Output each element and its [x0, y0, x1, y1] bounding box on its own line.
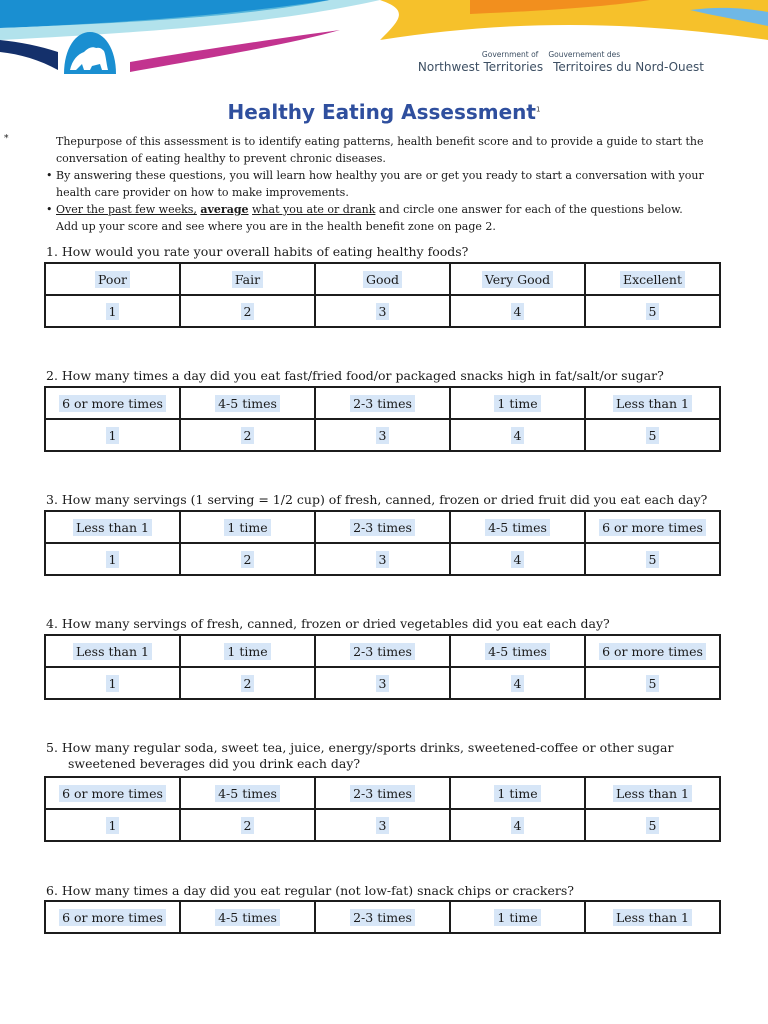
- score-cell[interactable]: [450, 543, 585, 575]
- question-1-text: 1. How would you rate your overall habits of eating healthy foods?: [46, 244, 469, 259]
- option-cell[interactable]: [450, 635, 585, 667]
- score-cell[interactable]: [315, 667, 450, 699]
- question-5-table: [44, 776, 721, 842]
- option-label: 4-5 times: [485, 643, 550, 660]
- option-label: 4-5 times: [485, 519, 550, 536]
- option-label: Less than 1: [613, 785, 692, 802]
- score-value: 3: [376, 675, 390, 692]
- option-label: 1 time: [494, 785, 540, 802]
- page-title: [0, 100, 768, 124]
- score-row: [45, 809, 720, 841]
- purple-swoosh: [130, 30, 340, 72]
- score-row: [45, 667, 720, 699]
- option-label: Good: [363, 271, 402, 288]
- question-2-table: [44, 386, 721, 452]
- score-value: 1: [106, 303, 120, 320]
- option-row: [45, 635, 720, 667]
- score-value: 5: [646, 675, 660, 692]
- question-6-text: 6. How many times a day did you eat regular (not low-fat) snack chips or crackers?: [46, 883, 574, 898]
- option-cell[interactable]: [315, 511, 450, 543]
- option-cell[interactable]: [585, 635, 720, 667]
- question-4-text: 4. How many servings of fresh, canned, frozen or dried vegetables did you eat each day?: [46, 616, 610, 631]
- option-row: [45, 263, 720, 295]
- bullet2-underline-3: what you ate or drank: [252, 203, 376, 216]
- option-label: 2-3 times: [350, 395, 415, 412]
- score-cell[interactable]: [315, 543, 450, 575]
- option-cell[interactable]: [180, 777, 315, 809]
- score-cell[interactable]: [585, 543, 720, 575]
- score-value: 3: [376, 303, 390, 320]
- option-cell[interactable]: [585, 777, 720, 809]
- option-cell[interactable]: [450, 901, 585, 933]
- question-4-table: [44, 634, 721, 700]
- score-cell[interactable]: [45, 295, 180, 327]
- option-cell[interactable]: [45, 777, 180, 809]
- score-value: 4: [511, 551, 525, 568]
- option-cell[interactable]: [450, 263, 585, 295]
- option-label: Less than 1: [613, 909, 692, 926]
- option-label: 4-5 times: [215, 909, 280, 926]
- option-label: 4-5 times: [215, 785, 280, 802]
- score-cell[interactable]: [450, 419, 585, 451]
- option-label: 4-5 times: [215, 395, 280, 412]
- question-3: [46, 492, 726, 508]
- polar-bear-logo: [62, 30, 118, 76]
- score-cell[interactable]: [315, 809, 450, 841]
- intro-bullet-1: [46, 167, 706, 201]
- score-cell[interactable]: [585, 667, 720, 699]
- option-cell[interactable]: [315, 777, 450, 809]
- option-label: Less than 1: [613, 395, 692, 412]
- government-wordmark: [418, 50, 704, 74]
- option-cell[interactable]: [315, 263, 450, 295]
- score-row: [45, 543, 720, 575]
- option-row: [45, 511, 720, 543]
- score-value: 4: [511, 303, 525, 320]
- score-cell[interactable]: [450, 295, 585, 327]
- score-cell[interactable]: [180, 809, 315, 841]
- option-label: 6 or more times: [59, 785, 166, 802]
- option-cell[interactable]: [180, 901, 315, 933]
- score-value: 2: [241, 675, 255, 692]
- option-label: Excellent: [620, 271, 685, 288]
- score-value: 2: [241, 551, 255, 568]
- bullet2-rest: and circle one answer for each of the questions below. Add up your score and see where you are in the health benefit zone on page 2.: [56, 203, 683, 233]
- option-label: 1 time: [494, 909, 540, 926]
- score-value: 3: [376, 551, 390, 568]
- option-cell[interactable]: [585, 511, 720, 543]
- score-value: 4: [511, 817, 525, 834]
- score-cell[interactable]: [585, 419, 720, 451]
- question-5-text: 5. How many regular soda, sweet tea, juice, energy/sports drinks, sweetened-coffee or other sugar: [46, 740, 674, 755]
- option-cell[interactable]: [45, 387, 180, 419]
- score-cell[interactable]: [180, 295, 315, 327]
- gov-en-small: Government of: [481, 50, 539, 59]
- score-value: 1: [106, 675, 120, 692]
- question-3-text: 3. How many servings (1 serving = 1/2 cup) of fresh, canned, frozen or dried fruit did you eat each day?: [46, 492, 708, 507]
- score-value: 4: [511, 675, 525, 692]
- option-label: Fair: [232, 271, 263, 288]
- score-value: 2: [241, 817, 255, 834]
- option-label: 1 time: [224, 643, 270, 660]
- option-label: 1 time: [494, 395, 540, 412]
- score-cell[interactable]: [180, 543, 315, 575]
- option-label: 6 or more times: [59, 395, 166, 412]
- option-cell[interactable]: [585, 901, 720, 933]
- option-row: [45, 387, 720, 419]
- question-3-table: [44, 510, 721, 576]
- question-6: [46, 883, 726, 899]
- option-row: [45, 901, 720, 933]
- option-cell[interactable]: [450, 777, 585, 809]
- question-1-table: [44, 262, 721, 328]
- score-cell[interactable]: [585, 295, 720, 327]
- header-banner: [0, 0, 768, 90]
- score-cell[interactable]: [315, 295, 450, 327]
- option-cell[interactable]: [180, 387, 315, 419]
- option-label: 2-3 times: [350, 785, 415, 802]
- option-cell[interactable]: [315, 901, 450, 933]
- option-cell[interactable]: [315, 387, 450, 419]
- score-value: 1: [106, 551, 120, 568]
- intro-purpose: [4, 133, 706, 167]
- question-1: [46, 244, 726, 260]
- option-label: Poor: [95, 271, 130, 288]
- option-label: 2-3 times: [350, 519, 415, 536]
- navy-swoosh: [0, 40, 58, 70]
- question-6-table: [44, 900, 721, 934]
- score-cell[interactable]: [450, 667, 585, 699]
- option-cell[interactable]: [45, 635, 180, 667]
- intro-bullet-2: [46, 201, 706, 235]
- score-cell[interactable]: [180, 419, 315, 451]
- score-value: 1: [106, 817, 120, 834]
- option-cell[interactable]: [45, 263, 180, 295]
- option-cell[interactable]: [315, 635, 450, 667]
- asterisk-mark: *: [4, 134, 9, 144]
- score-cell[interactable]: [180, 667, 315, 699]
- title-footnote: 1: [535, 105, 541, 114]
- score-value: 5: [646, 427, 660, 444]
- score-value: 3: [376, 427, 390, 444]
- score-value: 5: [646, 551, 660, 568]
- bullet2-underline-1: Over the past few weeks,: [56, 203, 197, 216]
- option-label: 2-3 times: [350, 643, 415, 660]
- score-row: [45, 295, 720, 327]
- option-cell[interactable]: [450, 387, 585, 419]
- score-value: 2: [241, 427, 255, 444]
- score-value: 2: [241, 303, 255, 320]
- question-5-continuation: sweetened beverages did you drink each day?: [68, 756, 361, 771]
- score-value: 3: [376, 817, 390, 834]
- purpose-text: Thepurpose of this assessment is to identify eating patterns, health benefit score and to provide a guide to start the conversation of eating healthy to prevent chronic diseases.: [56, 135, 704, 165]
- option-label: Less than 1: [73, 643, 152, 660]
- option-label: 6 or more times: [599, 519, 706, 536]
- option-label: 6 or more times: [59, 909, 166, 926]
- score-cell[interactable]: [45, 809, 180, 841]
- score-cell[interactable]: [450, 809, 585, 841]
- score-cell[interactable]: [45, 667, 180, 699]
- question-2-text: 2. How many times a day did you eat fast/fried food/or packaged snacks high in fat/salt/or sugar?: [46, 368, 664, 383]
- score-value: 5: [646, 817, 660, 834]
- question-2: [46, 368, 726, 384]
- option-label: 6 or more times: [599, 643, 706, 660]
- bullet2-underline-2: average: [200, 203, 249, 216]
- option-cell[interactable]: [45, 901, 180, 933]
- option-label: 2-3 times: [350, 909, 415, 926]
- title-text: Healthy Eating Assessment: [227, 100, 536, 124]
- score-cell[interactable]: [45, 543, 180, 575]
- score-value: 4: [511, 427, 525, 444]
- option-cell[interactable]: [45, 511, 180, 543]
- gov-fr-small: Gouvernement des: [548, 50, 621, 59]
- option-label: Very Good: [482, 271, 553, 288]
- option-cell[interactable]: [180, 635, 315, 667]
- score-cell[interactable]: [315, 419, 450, 451]
- option-row: [45, 777, 720, 809]
- intro-section: [4, 133, 706, 235]
- option-cell[interactable]: [450, 511, 585, 543]
- option-cell[interactable]: [180, 263, 315, 295]
- score-value: 1: [106, 427, 120, 444]
- option-cell[interactable]: [585, 387, 720, 419]
- score-value: 5: [646, 303, 660, 320]
- option-label: Less than 1: [73, 519, 152, 536]
- bullet1-text: By answering these questions, you will learn how healthy you are or get you ready to start a conversation with your health care provider on how to make improvements.: [56, 169, 704, 199]
- gov-fr: Territoires du Nord-Ouest: [553, 60, 704, 74]
- score-row: [45, 419, 720, 451]
- score-cell[interactable]: [45, 419, 180, 451]
- option-label: 1 time: [224, 519, 270, 536]
- option-cell[interactable]: [180, 511, 315, 543]
- question-4: [46, 616, 726, 632]
- score-cell[interactable]: [585, 809, 720, 841]
- option-cell[interactable]: [585, 263, 720, 295]
- question-5: [46, 740, 726, 772]
- gov-en: Northwest Territories: [417, 60, 544, 74]
